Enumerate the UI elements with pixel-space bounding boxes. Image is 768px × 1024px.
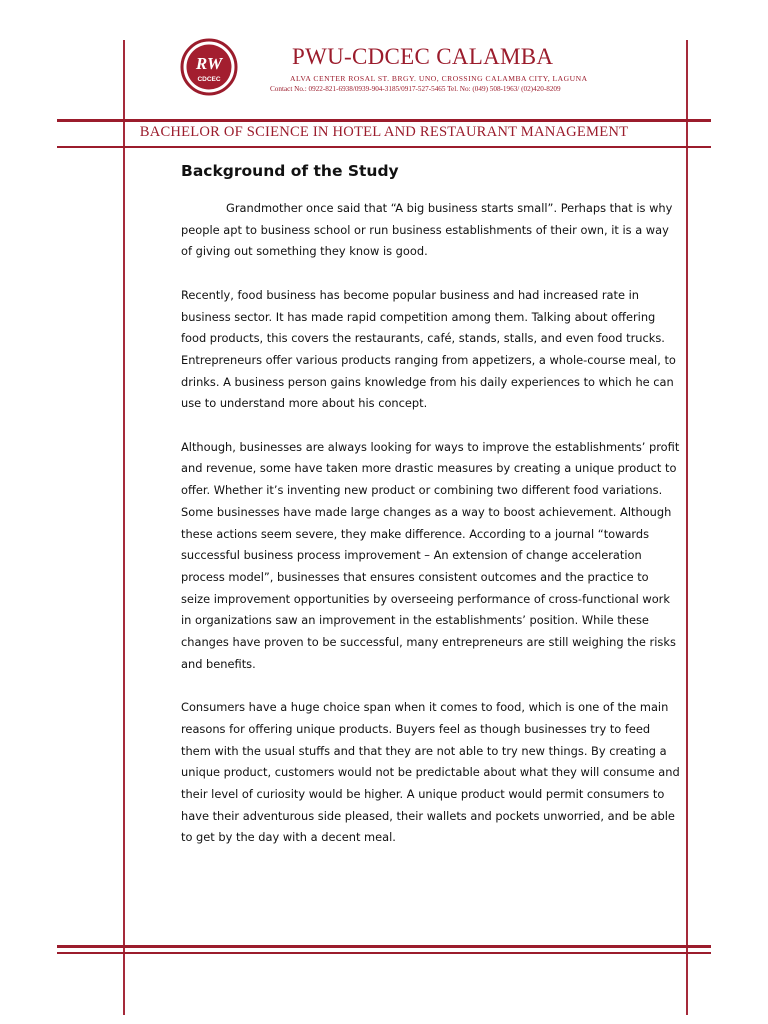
left-margin-line: [123, 40, 125, 1015]
logo-initials: RW: [195, 54, 223, 73]
paragraph: Grandmother once said that “A big business starts small”. Perhaps that is why people apt to business school or run business establishments of their own, it is a way of giving out something they know is good.: [181, 201, 673, 259]
school-name: PWU-CDCEC CALAMBA: [292, 44, 554, 69]
section-heading: Background of the Study: [181, 162, 399, 180]
school-address: ALVA CENTER ROSAL ST. BRGY. UNO, CROSSING CALAMBA CITY, LAGUNA: [290, 74, 588, 83]
header-rule-bottom: [57, 146, 711, 148]
paragraph: Although, businesses are always looking for ways to improve the establishments’ profit and revenue, some have taken more drastic measures by creating a unique product to offer. Whether it’s inventing new product or combining two different food variations. Some businesses have made large changes as a way to boost achievement. Although these actions seem severe, they make difference. According to a journal “towards successful business process improvement – An extension of change acceleration process model”, businesses that ensures consistent outcomes and the practice to seize improvement opportunities by overseeing performance of cross-functional work in organizations saw an improvement in the establishments’ position. While these changes have proven to be successful, many entrepreneurs are still weighing the risks and benefits.: [181, 439, 680, 671]
footer-rule-bottom: [57, 952, 711, 954]
program-title: BACHELOR OF SCIENCE IN HOTEL AND RESTAURANT MANAGEMENT: [139, 124, 629, 140]
header-rule-top: [57, 119, 711, 122]
school-logo: [180, 38, 238, 96]
paragraph: Recently, food business has become popular business and had increased rate in business sector. It has made rapid competition among them. Talking about offering food products, this covers the restaurants, café, stands, stalls, and even food trucks. Entrepreneurs offer various products ranging from appetizers, a whole-course meal, to drinks. A business person gains knowledge from his daily experiences to which he can use to understand more about his concept.: [181, 287, 676, 411]
footer-rule-top: [57, 945, 711, 948]
paragraph: Consumers have a huge choice span when it comes to food, which is one of the main reasons for offering unique products. Buyers feel as though businesses try to feed them with the usual stuffs and that they are not able to try new things. By creating a unique product, customers would not be predictable about what they will consume and their level of curiosity would be higher. A unique product would permit consumers to have their adventurous side pleased, their wallets and pockets unworried, and be able to get by the day with a decent meal.: [181, 700, 680, 845]
right-margin-line: [686, 40, 688, 1015]
body-text: [181, 198, 681, 871]
contact-numbers: Contact No.: 0922-821-6938/0939-904-3185/0917-527-5465 Tel. No: (049) 508-1963/ (02)420-8209: [270, 85, 561, 93]
logo-caption: CDCEC: [197, 76, 221, 83]
